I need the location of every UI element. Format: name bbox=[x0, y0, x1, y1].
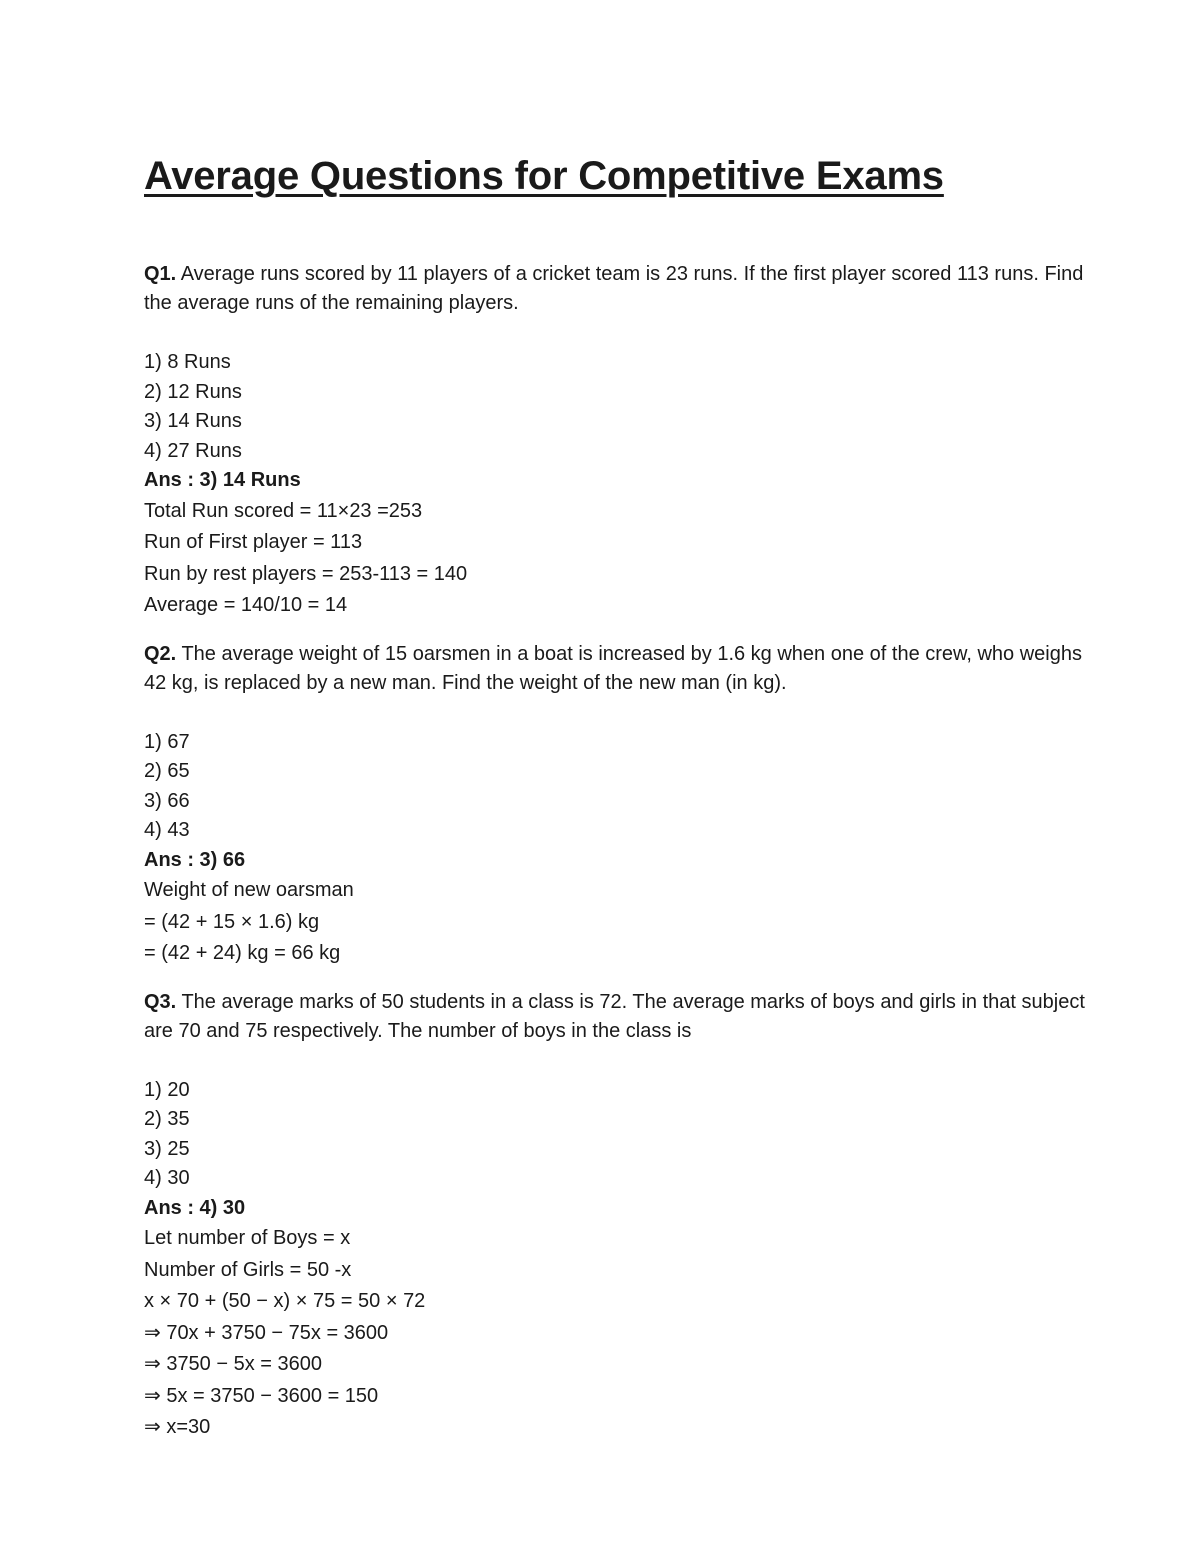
solution-line: ⇒ 5x = 3750 − 3600 = 150 bbox=[144, 1384, 379, 1407]
solution-line: Let number of Boys = x bbox=[144, 1227, 351, 1249]
solution-line: = (42 + 24) kg = 66 kg bbox=[144, 942, 341, 964]
question-block bbox=[144, 988, 1104, 1444]
option-item: 2) 12 Runs bbox=[144, 380, 242, 403]
options-list bbox=[144, 1076, 1104, 1444]
solution-line: ⇒ 3750 − 5x = 3600 bbox=[144, 1353, 323, 1375]
option-item: 2) 35 bbox=[144, 1108, 190, 1130]
option-item: 4) 30 bbox=[144, 1167, 190, 1189]
answer-line: Ans : 3) 14 Runs bbox=[144, 469, 301, 491]
question-block bbox=[144, 260, 1104, 622]
option-item: 1) 8 Runs bbox=[144, 351, 231, 373]
option-item: 3) 14 Runs bbox=[144, 410, 242, 432]
option-item: 1) 20 bbox=[144, 1078, 190, 1101]
solution-line: ⇒ x=30 bbox=[144, 1416, 211, 1438]
question-block bbox=[144, 640, 1104, 970]
solution-line: x × 70 + (50 − x) × 75 = 50 × 72 bbox=[144, 1290, 426, 1312]
option-item: 4) 27 Runs bbox=[144, 439, 242, 462]
solution-line: Average = 140/10 = 14 bbox=[144, 594, 348, 616]
solution-line: Weight of new oarsman bbox=[144, 879, 354, 901]
question-body: Average runs scored by 11 players of a cricket team is 23 runs. If the first player scored 113 runs. Find the average runs of the remaining players. bbox=[144, 263, 1084, 314]
answer-line: Ans : 4) 30 bbox=[144, 1196, 246, 1219]
option-item: 1) 67 bbox=[144, 730, 190, 753]
solution-line: Run of First player = 113 bbox=[144, 531, 363, 553]
solution-line: Number of Girls = 50 -x bbox=[144, 1258, 352, 1281]
question-label: Q2. bbox=[144, 642, 177, 665]
solution-line: = (42 + 15 × 1.6) kg bbox=[144, 910, 320, 933]
question-text bbox=[144, 640, 1104, 698]
option-item: 4) 43 bbox=[144, 819, 190, 841]
solution-line: Total Run scored = 11×23 =253 bbox=[144, 499, 423, 522]
option-item: 3) 66 bbox=[144, 789, 190, 812]
question-label: Q1. bbox=[144, 263, 177, 285]
answer-line: Ans : 3) 66 bbox=[144, 848, 246, 871]
question-text bbox=[144, 260, 1104, 318]
question-label: Q3. bbox=[144, 990, 177, 1013]
options-list bbox=[144, 728, 1104, 970]
solution-line: ⇒ 70x + 3750 − 75x = 3600 bbox=[144, 1321, 389, 1344]
options-list bbox=[144, 348, 1104, 622]
page-title: Average Questions for Competitive Exams bbox=[144, 154, 944, 198]
question-text bbox=[144, 988, 1104, 1046]
option-item: 2) 65 bbox=[144, 760, 190, 782]
option-item: 3) 25 bbox=[144, 1137, 190, 1160]
document-page bbox=[144, 150, 1104, 1444]
solution-line: Run by rest players = 253-113 = 140 bbox=[144, 562, 468, 585]
question-body: The average weight of 15 oarsmen in a boat is increased by 1.6 kg when one of the crew, who weighs 42 kg, is replaced by a new man. Find the weight of the new man (in kg). bbox=[144, 642, 1082, 694]
question-body: The average marks of 50 students in a class is 72. The average marks of boys and girls in that subject are 70 and 75 respectively. The number of boys in the class is bbox=[144, 990, 1085, 1042]
